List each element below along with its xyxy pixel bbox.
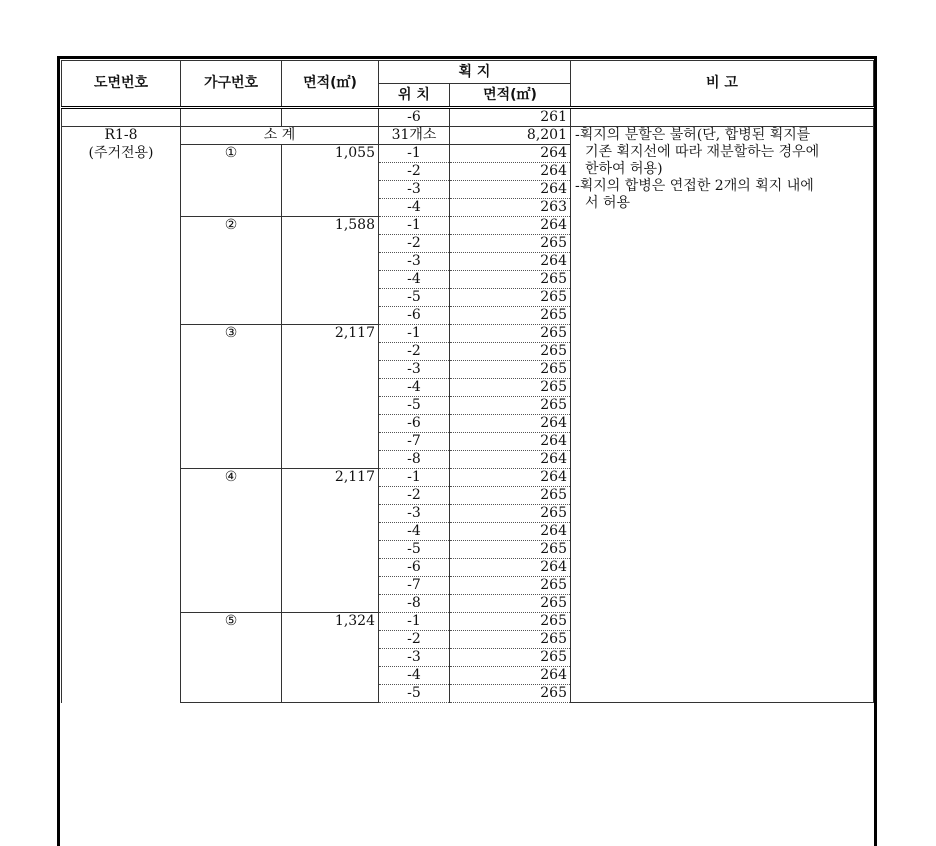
remarks-line: 한하여 허용)	[585, 161, 663, 177]
lot-position: -2	[379, 487, 450, 505]
lot-area: 265	[450, 379, 571, 397]
lot-position: -7	[379, 577, 450, 595]
lot-area: 264	[450, 253, 571, 271]
lot-area: 265	[450, 577, 571, 595]
lot-area: 265	[450, 613, 571, 631]
carry-row	[62, 108, 874, 127]
block-number: ①	[181, 145, 282, 217]
block-area: 1,324	[282, 613, 379, 703]
lot-position: -3	[379, 361, 450, 379]
lot-position: -5	[379, 685, 450, 703]
table-body	[62, 108, 874, 703]
lot-position: -1	[379, 613, 450, 631]
header-lot-position: 위 치	[379, 84, 450, 108]
lot-area: 265	[450, 631, 571, 649]
map-no: R1-8	[62, 127, 181, 145]
block-area: 1,055	[282, 145, 379, 217]
remarks-cell	[571, 127, 874, 703]
lot-register-table	[61, 60, 874, 703]
header-lot-area: 면적(㎡)	[450, 84, 571, 108]
lot-area: 265	[450, 235, 571, 253]
lot-position: -6	[379, 307, 450, 325]
lot-area: 265	[450, 397, 571, 415]
lot-position: -4	[379, 667, 450, 685]
lot-position: -5	[379, 541, 450, 559]
usage-label: (주거전용)	[62, 145, 181, 703]
remarks-line: 서 허용	[585, 195, 631, 211]
lot-position: -6	[379, 559, 450, 577]
lot-position: -2	[379, 631, 450, 649]
lot-position: -1	[379, 217, 450, 235]
carry-position: -6	[379, 108, 450, 127]
lot-position: -2	[379, 343, 450, 361]
subtotal-area: 8,201	[450, 127, 571, 145]
lot-position: -1	[379, 469, 450, 487]
lot-position: -4	[379, 523, 450, 541]
lot-position: -7	[379, 433, 450, 451]
lot-area: 265	[450, 271, 571, 289]
lot-position: -6	[379, 415, 450, 433]
lot-area: 265	[450, 541, 571, 559]
block-area: 1,588	[282, 217, 379, 325]
lot-area: 264	[450, 559, 571, 577]
remarks-line: 기존 획지선에 따라 재분할하는 경우에	[585, 144, 820, 160]
lot-area: 265	[450, 685, 571, 703]
header-map-no: 도면번호	[62, 61, 181, 108]
block-area: 2,117	[282, 325, 379, 469]
lot-position: -1	[379, 145, 450, 163]
block-area: 2,117	[282, 469, 379, 613]
lot-area: 263	[450, 199, 571, 217]
table-header	[62, 61, 874, 108]
lot-area: 264	[450, 163, 571, 181]
lot-area: 265	[450, 289, 571, 307]
lot-area: 264	[450, 433, 571, 451]
block-number: ⑤	[181, 613, 282, 703]
lot-position: -3	[379, 505, 450, 523]
carry-area: 261	[450, 108, 571, 127]
lot-position: -5	[379, 289, 450, 307]
lot-position: -3	[379, 181, 450, 199]
lot-area: 265	[450, 649, 571, 667]
remarks-line: -획지의 분할은 불허(단, 합병된 획지를	[575, 127, 811, 143]
lot-position: -8	[379, 595, 450, 613]
header-area: 면적(㎡)	[282, 61, 379, 108]
lot-area: 265	[450, 307, 571, 325]
header-block-no: 가구번호	[181, 61, 282, 108]
lot-area: 265	[450, 487, 571, 505]
subtotal-row	[62, 127, 874, 145]
header-lot-group: 획 지	[379, 61, 571, 84]
lot-area: 264	[450, 217, 571, 235]
lot-area: 265	[450, 325, 571, 343]
lot-position: -4	[379, 199, 450, 217]
lot-position: -3	[379, 253, 450, 271]
lot-area: 265	[450, 595, 571, 613]
lot-area: 264	[450, 523, 571, 541]
lot-position: -1	[379, 325, 450, 343]
subtotal-count: 31개소	[379, 127, 450, 145]
lot-area: 264	[450, 415, 571, 433]
lot-area: 264	[450, 469, 571, 487]
lot-position: -2	[379, 163, 450, 181]
lot-area: 264	[450, 181, 571, 199]
lot-position: -4	[379, 271, 450, 289]
lot-position: -2	[379, 235, 450, 253]
lot-area: 264	[450, 145, 571, 163]
block-number: ④	[181, 469, 282, 613]
lot-area: 265	[450, 361, 571, 379]
remarks-line: -획지의 합병은 연접한 2개의 획지 내에	[575, 178, 814, 194]
lot-position: -4	[379, 379, 450, 397]
header-remarks: 비 고	[571, 61, 874, 108]
block-number: ②	[181, 217, 282, 325]
lot-area: 264	[450, 667, 571, 685]
subtotal-label: 소 계	[181, 127, 379, 145]
lot-area: 265	[450, 505, 571, 523]
lot-position: -8	[379, 451, 450, 469]
block-number: ③	[181, 325, 282, 469]
lot-area: 265	[450, 343, 571, 361]
lot-position: -3	[379, 649, 450, 667]
lot-position: -5	[379, 397, 450, 415]
lot-area: 264	[450, 451, 571, 469]
